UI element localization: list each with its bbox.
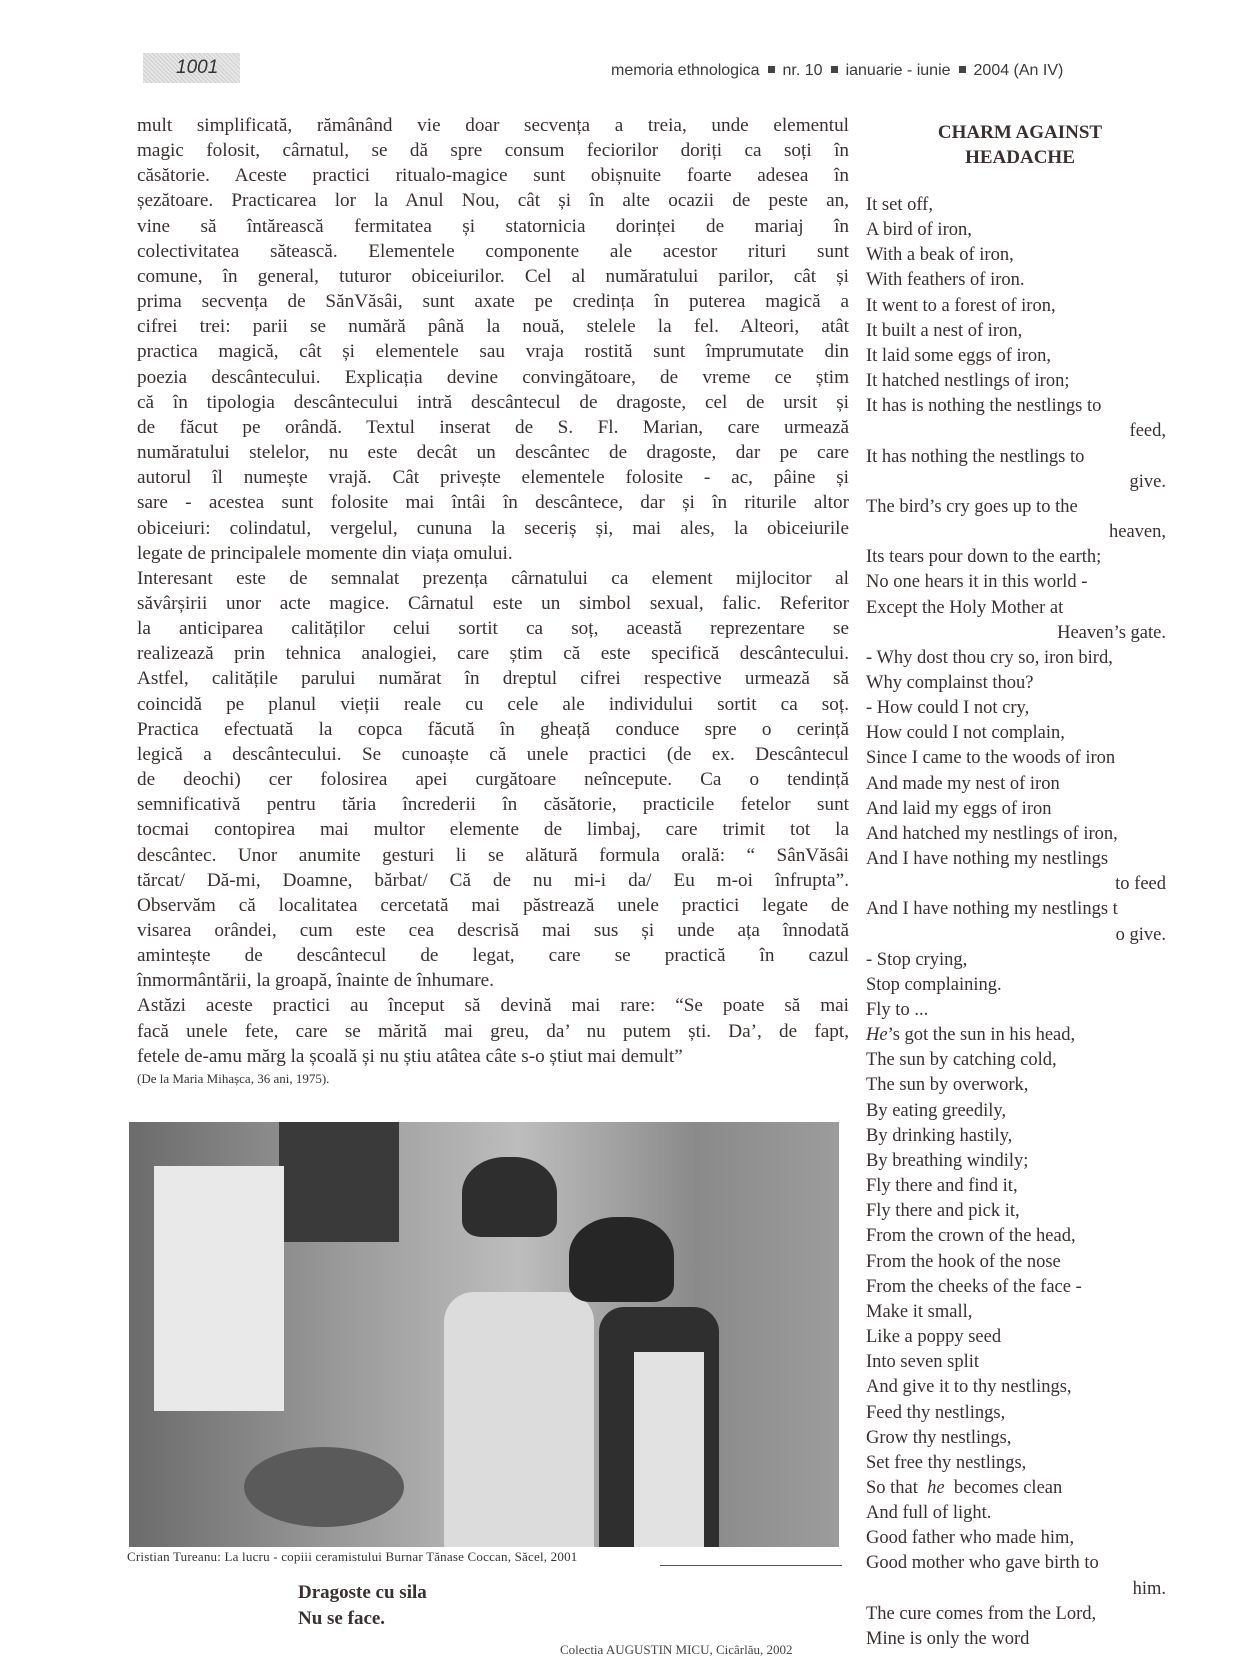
poem-line: And I have nothing my nestlings (866, 849, 1109, 870)
paragraph (137, 566, 849, 994)
poem-line-text: So that (866, 1477, 928, 1498)
text-line: de deochi) cer folosirea apei curgătoare neîncepute. Ca o tendință (137, 769, 849, 791)
poem-line: It went to a forest of iron, (866, 295, 1056, 316)
article-body (137, 113, 849, 1087)
poem-line (866, 1476, 1166, 1501)
poem-line: From the crown of the head, (866, 1226, 1076, 1247)
poem-line: And hatched my nestlings of iron, (866, 823, 1118, 844)
text-line: căsătorie. Aceste practici ritualo-magice sunt obișnuite foarte adesea în (137, 165, 849, 187)
poem-line: Into seven split (866, 1352, 980, 1373)
poem-line: By drinking hastily, (866, 1125, 1013, 1146)
poem-line: And give it to thy nestlings, (866, 1377, 1072, 1398)
poem-line: Since I came to the woods of iron (866, 748, 1116, 769)
text-line: legate de principalele momente din viața omului. (137, 542, 513, 564)
poem-line: Stop complaining. (866, 974, 1002, 995)
photo-caption: Cristian Tureanu: La lucru - copiii ceramistului Burnar Tănase Coccan, Săcel, 2001 (127, 1549, 578, 1564)
poem-title-line: HEADACHE (965, 147, 1075, 168)
poem-line: How could I not complain, (866, 723, 1065, 744)
poem-line: And full of light. (866, 1503, 992, 1524)
poem-body (866, 193, 1166, 1652)
text-line: tocmai contopirea mai multor elemente de limbaj, care trimit tot la (137, 819, 849, 841)
poem-line: From the cheeks of the face - (866, 1276, 1082, 1297)
paragraph (137, 113, 849, 566)
poem-line (866, 1023, 1166, 1048)
poem-line-continuation: Heaven’s gate. (1057, 622, 1166, 643)
poem-line: Feed thy nestlings, (866, 1402, 1006, 1423)
text-line: Interesant este de semnalat prezența cârnatului ca element mijlocitor al (137, 567, 849, 589)
text-line: visarea orândei, cum este cea descrisă mai sus și unde ața înnodată (137, 920, 849, 941)
text-line: fetele de-amu mărg la școală și nu știu atâtea câte s-o știut mai demult” (137, 1045, 683, 1067)
text-line: prima secvența de SănVăsâi, sunt axate pe credința în puterea magică a (137, 291, 849, 313)
poem-line-continuation: feed, (1129, 421, 1166, 442)
poem-line: By breathing windily; (866, 1150, 1029, 1171)
italic-word: he (927, 1477, 945, 1498)
text-line: colectivitatea sătească. Elementele componente ale acestor rituri sunt (137, 240, 849, 262)
poem-line: Why complainst thou? (866, 672, 1034, 693)
separator-square-icon (768, 66, 775, 73)
poem-line: - Why dost thou cry so, iron bird, (866, 647, 1113, 668)
poem-line-text: becomes clean (944, 1477, 1063, 1498)
issue-number: nr. 10 (782, 62, 823, 79)
poem-line: Fly to ... (866, 1000, 929, 1020)
proverb (298, 1580, 427, 1632)
text-line: obiceiuri: colindatul, vergelul, cununa la seceriș și, mai ales, la obiceiurile (137, 517, 849, 539)
poem-line: And I have nothing my nestlings t (866, 899, 1118, 920)
source-note: (De la Maria Mihașca, 36 ani, 1975). (137, 1070, 330, 1086)
poem-line: Make it small, (866, 1301, 973, 1322)
text-line: descântec. Unor anumite gesturi li se alătură formula orală: “ SânVăsâi (137, 844, 849, 866)
text-line: sare - acestea sunt folosite mai întâi în descântece, dar și în riturile altor (137, 492, 849, 514)
poem-line: Fly there and find it, (866, 1176, 1018, 1197)
poem-line-continuation: to feed (1115, 874, 1166, 895)
poem-line-continuation: o give. (1115, 924, 1166, 945)
poem-line: It hatched nestlings of iron; (866, 371, 1070, 392)
poem-line: It has nothing the nestlings to (866, 446, 1085, 467)
poem-line-text: ’s got the sun in his head, (887, 1025, 1076, 1046)
poem-line-continuation: heaven, (1108, 522, 1166, 543)
poem-line: The cure comes from the Lord, (866, 1603, 1097, 1624)
running-header (611, 62, 1063, 80)
journal-title: memoria ethnologica (611, 62, 760, 79)
issue-year: 2004 (An IV) (973, 62, 1064, 79)
text-line: vine să întărească fermitatea și statornicia dorinței de mariaj în (137, 215, 849, 237)
issue-period: ianuarie - iunie (845, 62, 951, 79)
text-line: coincidă pe planul vieții reale cu cele ale individului sortit ca soț. (137, 693, 849, 715)
poem-line: The sun by overwork, (866, 1075, 1029, 1096)
poem-line: Like a poppy seed (866, 1327, 1002, 1348)
poem-line-continuation: him. (1132, 1578, 1166, 1599)
text-line: număratului stelelor, nu este decât un descântec de dragoste, dar pe care (137, 442, 849, 464)
photo-boy-right-shirt (634, 1352, 704, 1547)
photo-potters-wheel (244, 1447, 404, 1527)
poem-line: Good mother who gave birth to (866, 1553, 1099, 1574)
photo-boy-left (444, 1292, 594, 1547)
page-number: 1001 (143, 53, 240, 83)
text-line: realizează prin tehnica analogiei, care știm că este specifică descântecului. (137, 643, 849, 665)
photo-hat-left (462, 1157, 557, 1237)
text-line: Observăm că localitatea cercetată mai păstrează unele practici legate de (137, 894, 849, 916)
divider (660, 1565, 842, 1566)
poem-line: Good father who made him, (866, 1528, 1075, 1549)
poem-line: No one hears it in this world - (866, 572, 1088, 593)
poem-line: With feathers of iron. (866, 270, 1025, 291)
poem-line: Grow thy nestlings, (866, 1427, 1012, 1448)
poem-title-line: CHARM AGAINST (937, 122, 1103, 143)
text-line: săvârșirii unor acte magice. Cârnatul este un simbol sexual, falic. Referitor (137, 592, 849, 614)
proverb-line: Dragoste cu sila (298, 1582, 427, 1603)
text-line: facă unele fete, care se mărită mai greu, da’ nu putem ști. Da’, de fapt, (137, 1020, 849, 1042)
text-line: legică a descântecului. Se cunoaște că unele practici (de ex. Descântecul (137, 743, 849, 765)
poem-line: Except the Holy Mother at (866, 597, 1064, 618)
proverb-line: Nu se face. (298, 1608, 386, 1629)
text-line: mult simplificată, rămânând vie doar secvența a treia, unde elementul (137, 115, 849, 136)
text-line: comune, în general, tuturor obiceiurilor. Cel al număratului parilor, cât și (137, 265, 849, 287)
poem-line: It built a nest of iron, (866, 320, 1023, 341)
text-line: înmormântării, la groapă, înainte de înhumare. (137, 970, 494, 992)
poem-line: It set off, (866, 195, 933, 215)
text-line: amintește de descântecul de legat, care se practică în cazul (137, 945, 849, 967)
article-photo (129, 1122, 839, 1547)
italic-word: He (866, 1025, 888, 1046)
text-line: tărcat/ Dă-mi, Doamne, bărbat/ Că de nu mi-i da/ Eu m-oi înfrupta”. (137, 869, 849, 891)
poem-line: By eating greedily, (866, 1100, 1007, 1121)
poem-line: Mine is only the word (866, 1628, 1030, 1649)
poem-line: From the hook of the nose (866, 1251, 1061, 1272)
text-line: autorul îl numește vrajă. Cât privește elementele folosite - ac, pâine și (137, 467, 849, 489)
poem-line: And made my nest of iron (866, 773, 1060, 794)
text-line: semnificativă pentru tăria încrederii în căsătorie, practicile fetelor sunt (137, 794, 849, 816)
poem-line: The sun by catching cold, (866, 1050, 1057, 1071)
photo-window (279, 1122, 399, 1242)
text-line: de făcut pe orândă. Textul inserat de S. Fl. Marian, care urmează (137, 416, 849, 438)
text-line: Astfel, calitățile parului numărat în dreptul cifrei respective urmează să (137, 668, 849, 690)
text-line: că în tipologia descântecului intră descântecul de dragoste, cel de ursit și (137, 391, 849, 413)
poem-line: Fly there and pick it, (866, 1201, 1020, 1222)
poem-line: A bird of iron, (866, 220, 972, 241)
poem-line: It laid some eggs of iron, (866, 345, 1051, 366)
text-line: cifrei trei: parii se numără până la nouă, stelele la fel. Alteori, atât (137, 316, 849, 338)
poem-line: Its tears pour down to the earth; (866, 547, 1102, 568)
poem-line: - How could I not cry, (866, 698, 1030, 719)
separator-square-icon (831, 66, 838, 73)
poem-title (870, 120, 1170, 170)
photo-board (154, 1166, 284, 1411)
separator-square-icon (959, 66, 966, 73)
text-line: Astăzi aceste practici au început să devină mai rare: “Se poate să mai (137, 995, 849, 1017)
text-line: practica magică, cât și elementele sau vraja rostită sunt împrumutate din (137, 341, 849, 363)
poem-line-continuation: give. (1129, 471, 1166, 492)
poem-line: And laid my eggs of iron (866, 798, 1052, 819)
poem-line: Set free thy nestlings, (866, 1452, 1027, 1473)
paragraph (137, 993, 849, 1068)
text-line: Practica efectuată la copca făcută în gheață conduce spre o cerință (137, 718, 849, 740)
photo-hat-right (569, 1217, 674, 1302)
text-line: șezătoare. Practicarea lor la Anul Nou, cât și în alte ocazii de peste an, (137, 190, 849, 212)
poem-line: The bird’s cry goes up to the (866, 496, 1078, 517)
text-line: magic folosit, cârnatul, se dă spre consum feciorilor doriți ca soți în (137, 140, 849, 162)
poem-line: It has is nothing the nestlings to (866, 396, 1102, 417)
text-line: poezia descântecului. Explicația devine convingătoare, de vreme ce știm (137, 366, 849, 388)
text-line: la anticiparea calităților celui sortit ca soț, această reprezentare se (137, 618, 849, 640)
poem-line: With a beak of iron, (866, 245, 1014, 266)
poem-line: - Stop crying, (866, 949, 968, 970)
collection-credit: Colectia AUGUSTIN MICU, Cicârlău, 2002 (560, 1642, 793, 1657)
